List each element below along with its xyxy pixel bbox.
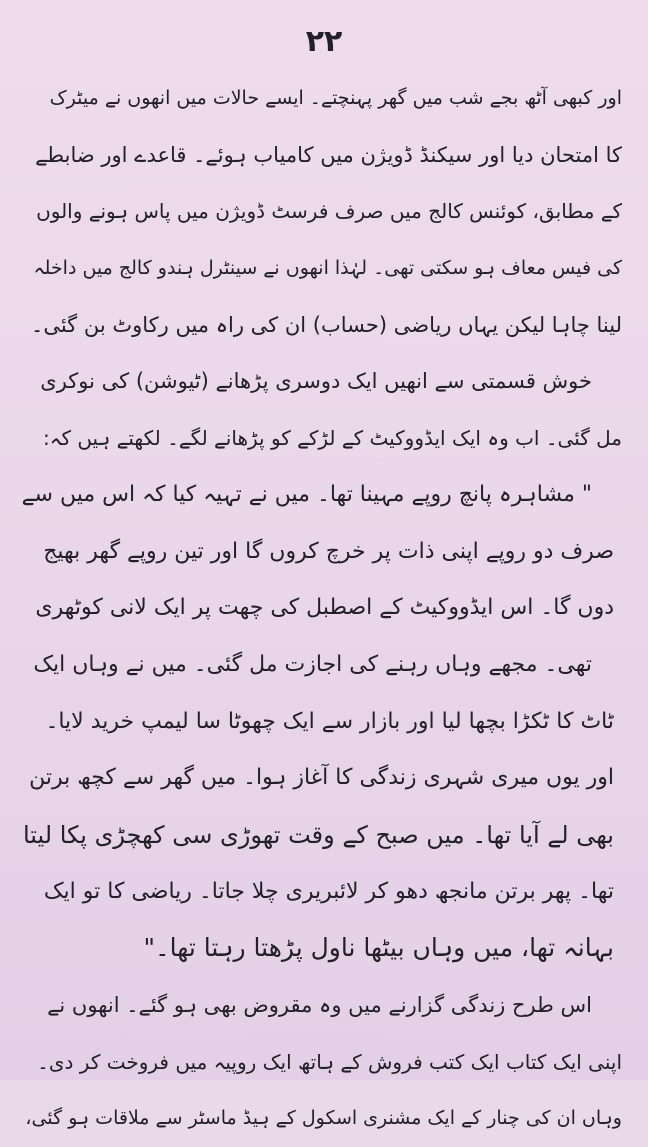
quote-line: تھی۔ مجھے وہاں رہنے کی اجازت مل گئی۔ میں نے وہاں ایک [33, 651, 592, 677]
text-line: اس طرح زندگی گزارنے میں وہ مقروض بھی ہو گئے۔ انھوں نے [47, 993, 592, 1017]
text-line: خوش قسمتی سے انھیں ایک دوسری پڑھانے (ٹیوشن) کی نوکری [40, 369, 592, 394]
text-line: لینا چاہا لیکن یہاں ریاضی (حساب) ان کی راہ میں رکاوٹ بن گئی۔ [31, 312, 622, 337]
page-number: ۲۲ [305, 24, 343, 59]
quote-line: ٹاٹ کا ٹکڑا بچھا لیا اور بازار سے ایک چھوٹا سا لیمپ خرید لایا۔ [45, 708, 614, 734]
text-line: کے مطابق، کوئنس کالج میں صرف فرسٹ ڈویژن میں پاس ہونے والوں [36, 199, 622, 224]
text-body [22, 70, 622, 1147]
text-line: وہاں ان کی چنار کے ایک مشنری اسکول کے ہیڈ ماسٹر سے ملاقات ہو گئی، [25, 1107, 622, 1130]
quote-line: اور یوں میری شہری زندگی کا آغاز ہوا۔ میں گھر سے کچھ برتن [29, 765, 614, 791]
quote-line: " مشاہرہ پانچ روپے مہینا تھا۔ میں نے تہیہ کیا کہ اس میں سے [21, 481, 592, 507]
text-line: کا امتحان دیا اور سیکنڈ ڈویژن میں کامیاب ہوئے۔ قاعدے اور ضابطے [35, 142, 622, 167]
quote-line: صرف دو روپے اپنی ذات پر خرچ کروں گا اور تین روپے گھر بھیج [43, 538, 614, 564]
quote-line: بھی لے آیا تھا۔ میں صبح کے وقت تھوڑی سی کھچڑی پکا لیتا [22, 820, 614, 849]
quote-line: دوں گا۔ اس ایڈووکیٹ کے اصطبل کی چھت پر ایک لانی کوٹھری [35, 595, 614, 621]
text-line: کی فیس معاف ہو سکتی تھی۔ لہٰذا انھوں نے سینٹرل ہندو کالج میں داخلہ [33, 257, 622, 280]
quote-line: بہانہ تھا، میں وہاں بیٹھا ناول پڑھتا رہتا تھا۔" [143, 933, 614, 963]
quote-line: تھا۔ پھر برتن مانجھ دھو کر لائبریری چلا جاتا۔ ریاضی کا تو ایک [43, 878, 614, 904]
text-line: مل گئی۔ اب وہ ایک ایڈووکیٹ کے لڑکے کو پڑھانے لگے۔ لکھتے ہیں کہ: [42, 426, 622, 451]
text-line: اور کبھی آٹھ بجے شب میں گھر پہنچتے۔ ایسے حالات میں انھوں نے میٹرک [49, 87, 622, 109]
text-line: اپنی ایک کتاب ایک کتب فروش کے ہاتھ ایک روپیہ میں فروخت کر دی۔ [37, 1049, 622, 1074]
